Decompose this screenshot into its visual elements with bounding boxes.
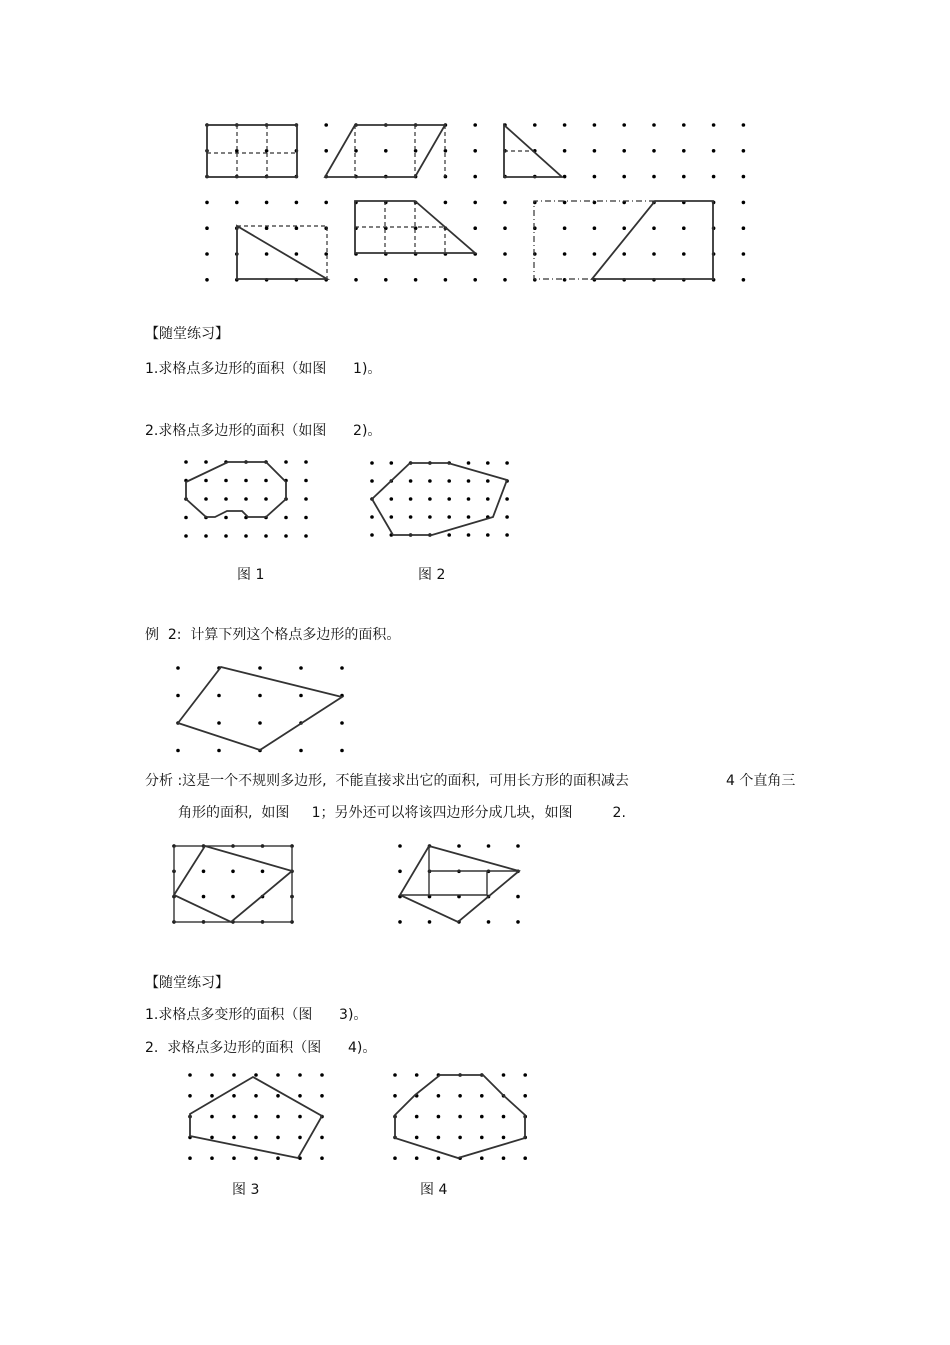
- grid-dot: [523, 1073, 527, 1077]
- grid-dot: [304, 460, 308, 464]
- grid-dot: [444, 201, 448, 205]
- grid-dot: [299, 694, 303, 698]
- grid-dot: [486, 497, 490, 501]
- grid-dot: [652, 226, 656, 230]
- grid-dot: [232, 1115, 236, 1119]
- grid-dot: [217, 721, 221, 725]
- grid-dot: [210, 1115, 214, 1119]
- grid-dot: [467, 533, 471, 537]
- grid-dot: [447, 515, 451, 519]
- grid-dot: [276, 1094, 280, 1098]
- grid-dot: [184, 516, 188, 520]
- figure-2-caption: 图 2: [418, 567, 446, 583]
- grid-dot: [467, 497, 471, 501]
- grid-dot: [393, 1094, 397, 1098]
- grid-dot: [370, 479, 374, 483]
- grid-dot: [712, 175, 716, 179]
- grid-dot: [204, 534, 208, 538]
- grid-dot: [299, 749, 303, 753]
- grid-dot: [437, 1115, 441, 1119]
- top-rectangle: [207, 125, 297, 177]
- grid-dot: [354, 278, 358, 282]
- practice2-question-2: 2. 求格点多边形的面积（图 4)。: [145, 1040, 377, 1056]
- grid-dot: [563, 123, 567, 127]
- grid-dot: [320, 1156, 324, 1160]
- grid-dot: [473, 201, 477, 205]
- grid-dot: [205, 226, 209, 230]
- grid-dot: [224, 534, 228, 538]
- grid-dot: [232, 1073, 236, 1077]
- grid-dot: [473, 278, 477, 282]
- grid-dot: [254, 1094, 258, 1098]
- practice1-heading: 【随堂练习】: [145, 326, 229, 342]
- grid-dot: [563, 252, 567, 256]
- grid-dot: [652, 175, 656, 179]
- grid-dot: [447, 479, 451, 483]
- grid-dot: [202, 895, 206, 899]
- grid-dot: [264, 497, 268, 501]
- grid-dot: [304, 516, 308, 520]
- grid-dot: [415, 1073, 419, 1077]
- grid-dot: [428, 515, 432, 519]
- grid-dot: [473, 175, 477, 179]
- grid-dot: [188, 1156, 192, 1160]
- grid-dot: [398, 920, 402, 924]
- grid-dot: [295, 226, 299, 230]
- grid-dot: [393, 1073, 397, 1077]
- grid-dot: [533, 123, 537, 127]
- grid-dot: [409, 515, 413, 519]
- grid-dot: [414, 149, 418, 153]
- grid-dot: [428, 479, 432, 483]
- grid-dot: [473, 149, 477, 153]
- grid-dot: [298, 1073, 302, 1077]
- grid-dot: [217, 694, 221, 698]
- grid-dot: [428, 497, 432, 501]
- grid-dot: [264, 479, 268, 483]
- grid-dot: [415, 1156, 419, 1160]
- grid-dot: [231, 870, 235, 874]
- grid-dot: [224, 497, 228, 501]
- grid-dot: [622, 226, 626, 230]
- figure-4-caption: 图 4: [420, 1182, 448, 1198]
- grid-dot: [384, 278, 388, 282]
- grid-dot: [205, 252, 209, 256]
- grid-dot: [742, 226, 746, 230]
- grid-dot: [487, 844, 491, 848]
- grid-dot: [210, 1073, 214, 1077]
- grid-dot: [320, 1094, 324, 1098]
- grid-dot: [210, 1156, 214, 1160]
- grid-dot: [502, 1156, 506, 1160]
- grid-dot: [276, 1156, 280, 1160]
- grid-dot: [232, 1094, 236, 1098]
- grid-dot: [503, 226, 507, 230]
- grid-dot: [299, 666, 303, 670]
- grid-dot: [593, 123, 597, 127]
- grid-dot: [258, 721, 262, 725]
- grid-dot: [742, 175, 746, 179]
- grid-dot: [622, 123, 626, 127]
- grid-dot: [457, 844, 461, 848]
- grid-dot: [188, 1094, 192, 1098]
- grid-dot: [415, 1136, 419, 1140]
- practice1-question-1: 1.求格点多边形的面积（如图 1)。: [145, 361, 382, 377]
- grid-dot: [523, 1094, 527, 1098]
- grid-dot: [284, 516, 288, 520]
- grid-dot: [742, 201, 746, 205]
- grid-dot: [458, 1094, 462, 1098]
- grid-dot: [295, 201, 299, 205]
- grid-dot: [384, 149, 388, 153]
- grid-dot: [503, 201, 507, 205]
- grid-dot: [447, 533, 451, 537]
- grid-dot: [176, 666, 180, 670]
- grid-dot: [231, 895, 235, 899]
- grid-dot: [467, 515, 471, 519]
- grid-dot: [486, 461, 490, 465]
- grid-dot: [682, 123, 686, 127]
- grid-dot: [205, 201, 209, 205]
- grid-dot: [473, 123, 477, 127]
- grid-dot: [622, 149, 626, 153]
- grid-dot: [254, 1136, 258, 1140]
- grid-dot: [652, 149, 656, 153]
- grid-dot: [370, 461, 374, 465]
- grid-dot: [742, 252, 746, 256]
- grid-dot: [409, 497, 413, 501]
- grid-dot: [467, 479, 471, 483]
- grid-dot: [265, 252, 269, 256]
- grid-dot: [232, 1136, 236, 1140]
- grid-dot: [682, 226, 686, 230]
- grid-dot: [682, 252, 686, 256]
- grid-dot: [320, 1073, 324, 1077]
- grid-dot: [682, 149, 686, 153]
- grid-dot: [502, 1136, 506, 1140]
- grid-dot: [742, 123, 746, 127]
- grid-dot: [224, 479, 228, 483]
- grid-dot: [324, 149, 328, 153]
- grid-dot: [324, 201, 328, 205]
- grid-dot: [437, 1094, 441, 1098]
- grid-dot: [276, 1073, 280, 1077]
- grid-dot: [284, 460, 288, 464]
- analysis-line-1: 分析 :这是一个不规则多边形, 不能直接求出它的面积, 可用长方形的面积减去: [145, 773, 629, 789]
- analysis-figure-1: [165, 836, 315, 936]
- grid-dot: [370, 533, 374, 537]
- grid-dot: [593, 175, 597, 179]
- grid-dot: [487, 920, 491, 924]
- grid-dot: [503, 278, 507, 282]
- grid-dot: [505, 497, 509, 501]
- grid-dot: [516, 895, 520, 899]
- grid-dot: [480, 1136, 484, 1140]
- grid-dot: [320, 1136, 324, 1140]
- grid-dot: [340, 666, 344, 670]
- grid-dot: [398, 870, 402, 874]
- figure-3: [180, 1068, 340, 1168]
- grid-dot: [202, 870, 206, 874]
- grid-dot: [390, 497, 394, 501]
- grid-dot: [204, 479, 208, 483]
- grid-dot: [390, 461, 394, 465]
- grid-dot: [370, 515, 374, 519]
- grid-dot: [473, 226, 477, 230]
- grid-dot: [480, 1094, 484, 1098]
- grid-dot: [284, 534, 288, 538]
- grid-dot: [622, 252, 626, 256]
- grid-dot: [224, 516, 228, 520]
- practice2-heading: 【随堂练习】: [145, 975, 229, 991]
- grid-dot: [265, 226, 269, 230]
- grid-dot: [486, 479, 490, 483]
- grid-dot: [652, 123, 656, 127]
- figure-1: [170, 455, 330, 555]
- grid-dot: [437, 1136, 441, 1140]
- grid-dot: [593, 226, 597, 230]
- grid-dot: [244, 497, 248, 501]
- grid-dot: [244, 479, 248, 483]
- bottom-triangle: [237, 226, 327, 279]
- grid-dot: [304, 479, 308, 483]
- grid-dot: [390, 515, 394, 519]
- grid-dot: [398, 844, 402, 848]
- grid-dot: [254, 1073, 258, 1077]
- grid-dot: [516, 844, 520, 848]
- grid-dot: [254, 1156, 258, 1160]
- grid-dot: [480, 1115, 484, 1119]
- grid-dot: [232, 1156, 236, 1160]
- grid-dot: [467, 461, 471, 465]
- grid-dot: [217, 749, 221, 753]
- grid-dot: [204, 460, 208, 464]
- grid-dot: [340, 721, 344, 725]
- grid-dot: [502, 1115, 506, 1119]
- grid-dot: [444, 278, 448, 282]
- grid-dot: [188, 1073, 192, 1077]
- grid-dot: [298, 1136, 302, 1140]
- figure-1-caption: 图 1: [237, 567, 265, 583]
- grid-dot: [184, 534, 188, 538]
- grid-dot: [261, 870, 265, 874]
- grid-dot: [502, 1073, 506, 1077]
- grid-dot: [324, 123, 328, 127]
- grid-dot: [447, 497, 451, 501]
- grid-dot: [295, 252, 299, 256]
- grid-dot: [428, 920, 432, 924]
- grid-dot: [258, 694, 262, 698]
- grid-dot: [505, 533, 509, 537]
- grid-dot: [682, 175, 686, 179]
- grid-dot: [276, 1115, 280, 1119]
- analysis-line-2: 角形的面积, 如图 1；另外还可以将该四边形分成几块，如图 2.: [178, 805, 626, 821]
- grid-dot: [254, 1115, 258, 1119]
- grid-dot: [205, 278, 209, 282]
- grid-dot: [480, 1156, 484, 1160]
- grid-dot: [593, 149, 597, 153]
- grid-dot: [204, 497, 208, 501]
- figure-3-caption: 图 3: [232, 1182, 260, 1198]
- practice2-question-1: 1.求格点多变形的面积（图 3)。: [145, 1007, 368, 1023]
- grid-dot: [244, 534, 248, 538]
- grid-dot: [304, 534, 308, 538]
- grid-dot: [393, 1156, 397, 1160]
- grid-dot: [415, 1115, 419, 1119]
- grid-dot: [304, 497, 308, 501]
- grid-dot: [563, 149, 567, 153]
- grid-dot: [184, 460, 188, 464]
- grid-dot: [712, 149, 716, 153]
- practice1-question-2: 2.求格点多边形的面积（如图 2)。: [145, 423, 382, 439]
- grid-dot: [409, 479, 413, 483]
- bottom-parallelogram: [592, 201, 713, 279]
- grid-dot: [652, 252, 656, 256]
- grid-dot: [458, 1136, 462, 1140]
- figure-4: [385, 1068, 545, 1168]
- analysis-count: 4 个直角三: [726, 773, 796, 789]
- example2-title: 例 2: 计算下列这个格点多边形的面积。: [145, 627, 401, 643]
- grid-dot: [503, 252, 507, 256]
- grid-dot: [258, 666, 262, 670]
- grid-dot: [523, 1156, 527, 1160]
- grid-dot: [298, 1094, 302, 1098]
- figure-2: [360, 455, 520, 555]
- grid-dot: [622, 175, 626, 179]
- grid-dot: [210, 1094, 214, 1098]
- grid-dot: [264, 534, 268, 538]
- grid-dot: [505, 515, 509, 519]
- grid-dot: [742, 149, 746, 153]
- grid-dot: [712, 123, 716, 127]
- grid-dot: [276, 1136, 280, 1140]
- top-shapes-figure: [0, 0, 950, 300]
- grid-dot: [210, 1136, 214, 1140]
- example2-figure: [170, 660, 370, 760]
- grid-dot: [458, 1115, 462, 1119]
- grid-dot: [176, 694, 180, 698]
- grid-dot: [298, 1115, 302, 1119]
- grid-dot: [235, 201, 239, 205]
- grid-dot: [563, 226, 567, 230]
- grid-dot: [340, 749, 344, 753]
- grid-dot: [505, 461, 509, 465]
- grid-dot: [414, 278, 418, 282]
- grid-dot: [265, 201, 269, 205]
- grid-dot: [486, 533, 490, 537]
- grid-dot: [516, 920, 520, 924]
- grid-dot: [437, 1156, 441, 1160]
- grid-dot: [176, 749, 180, 753]
- analysis-figure-2: [390, 836, 540, 936]
- grid-dot: [593, 252, 597, 256]
- grid-dot: [742, 278, 746, 282]
